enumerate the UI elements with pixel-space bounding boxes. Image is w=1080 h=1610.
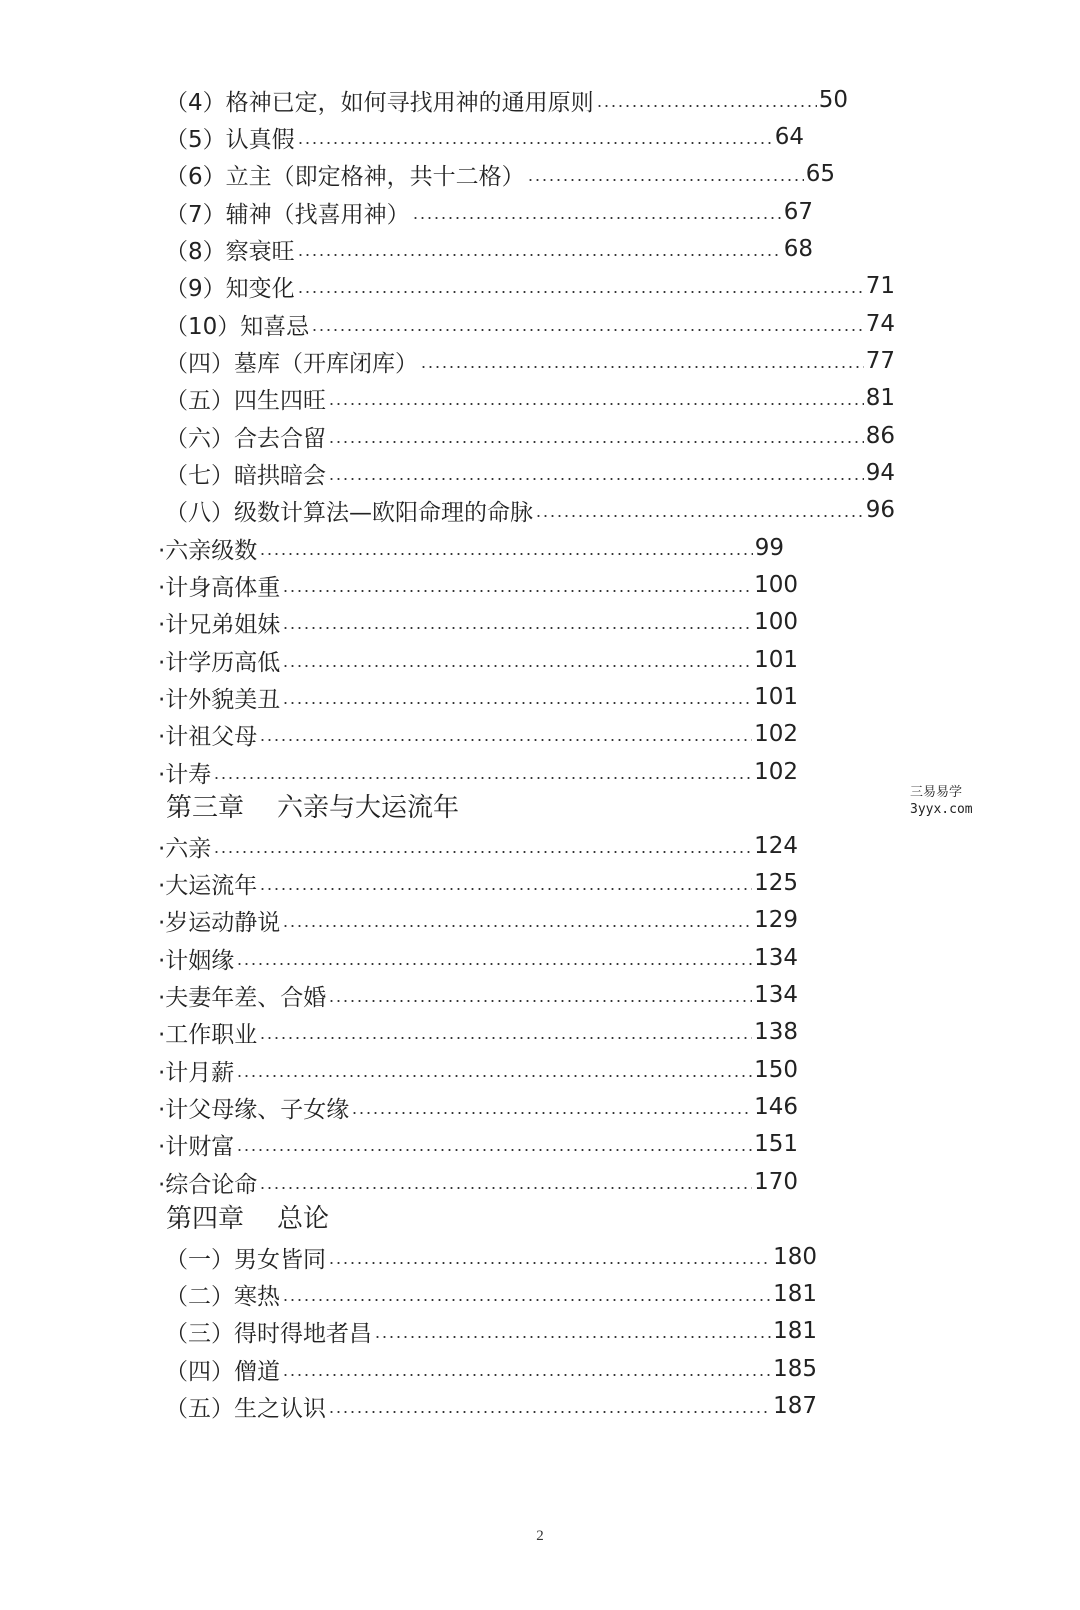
toc-entry-label: （五）生之认识: [165, 1395, 326, 1422]
toc-entry[interactable]: [165, 1238, 817, 1276]
toc-entry[interactable]: [165, 417, 895, 455]
toc-entry-label: ·计姻缘: [158, 947, 235, 974]
toc-entry[interactable]: [165, 81, 848, 119]
toc-entry-label: ·计月薪: [158, 1059, 235, 1086]
leader-dots: [282, 664, 752, 668]
toc-entry-page: 180: [773, 1244, 817, 1270]
toc-entry[interactable]: [158, 976, 798, 1014]
toc-entry-label: （六）合去合留: [165, 425, 326, 452]
toc-entry[interactable]: [158, 566, 798, 604]
toc-entry[interactable]: [158, 939, 798, 977]
toc-entry[interactable]: [165, 379, 895, 417]
toc-entry-label: （6）立主（即定格神，共十二格）: [165, 163, 525, 190]
toc-entry-page: 102: [754, 759, 798, 785]
leader-dots: [328, 477, 864, 481]
toc-entry-label: （8）察衰旺: [165, 238, 295, 265]
toc-entry-label: ·六亲: [158, 835, 212, 862]
leader-dots: [259, 887, 752, 891]
toc-entry-label: ·计祖父母: [158, 723, 258, 750]
watermark-line1: 三易易学: [910, 785, 963, 800]
toc-entry-label: ·工作职业: [158, 1021, 258, 1048]
toc-entry[interactable]: [165, 267, 895, 305]
toc-entry-page: 134: [754, 982, 798, 1008]
leader-dots: [282, 1373, 771, 1377]
toc-entry[interactable]: [165, 155, 835, 193]
toc-entry-page: 50: [818, 87, 848, 113]
toc-entry-label: ·大运流年: [158, 872, 258, 899]
chapter-heading[interactable]: 第三章 六亲与大运流年: [166, 793, 460, 823]
leader-dots: [297, 290, 864, 294]
toc-entry-page: 64: [774, 124, 804, 150]
toc-entry-label: （七）暗拱暗会: [165, 462, 326, 489]
toc-entry-label: （9）知变化: [165, 275, 295, 302]
toc-entry[interactable]: [158, 1051, 798, 1089]
leader-dots: [236, 1074, 752, 1078]
toc-entry-label: ·综合论命: [158, 1171, 258, 1198]
toc-entry-label: ·岁运动静说: [158, 909, 281, 936]
leader-dots: [282, 701, 752, 705]
toc-entry-label: （五）四生四旺: [165, 387, 326, 414]
toc-entry-label: ·夫妻年差、合婚: [158, 984, 327, 1011]
toc-entry[interactable]: [158, 641, 798, 679]
toc-entry-page: 77: [865, 348, 895, 374]
leader-dots: [282, 1298, 771, 1302]
toc-entry-page: 134: [754, 945, 798, 971]
toc-entry-label: （二）寒热: [165, 1283, 280, 1310]
leader-dots: [328, 999, 752, 1003]
leader-dots: [412, 216, 782, 220]
toc-entry-label: ·六亲级数: [158, 537, 258, 564]
toc-entry-page: 65: [805, 161, 835, 187]
toc-entry-label: （八）级数计算法—欧阳命理的命脉: [165, 499, 533, 526]
chapter-heading[interactable]: 第四章 总论: [166, 1204, 330, 1234]
toc-entry-page: 102: [754, 721, 798, 747]
toc-entry[interactable]: [165, 1275, 817, 1313]
toc-entry-page: 181: [773, 1281, 817, 1307]
toc-entry-page: 67: [783, 199, 813, 225]
toc-entry-label: ·计学历高低: [158, 649, 281, 676]
toc-entry-page: 138: [754, 1019, 798, 1045]
toc-entry-page: 81: [865, 385, 895, 411]
toc-entry-page: 150: [754, 1057, 798, 1083]
toc-entry-page: 86: [865, 423, 895, 449]
toc-entry[interactable]: [165, 193, 813, 231]
toc-entry[interactable]: [158, 864, 798, 902]
toc-entry[interactable]: [158, 827, 798, 865]
toc-entry-page: 71: [865, 273, 895, 299]
leader-dots: [213, 850, 752, 854]
toc-entry-page: 100: [754, 609, 798, 635]
toc-entry[interactable]: [158, 529, 784, 567]
leader-dots: [282, 626, 752, 630]
toc-entry-page: 187: [773, 1393, 817, 1419]
toc-entry-label: ·计寿: [158, 761, 212, 788]
leader-dots: [527, 178, 804, 182]
page-number: 2: [536, 1528, 544, 1544]
leader-dots: [328, 440, 864, 444]
toc-entry-page: 74: [865, 311, 895, 337]
toc-entry-page: 181: [773, 1318, 817, 1344]
watermark-line2: 3yyx.com: [910, 802, 973, 817]
toc-entry-label: （一）男女皆同: [165, 1246, 326, 1273]
toc-entry-label: ·计身高体重: [158, 574, 281, 601]
toc-entry-label: （10）知喜忌: [165, 313, 310, 340]
toc-entry[interactable]: [165, 1350, 817, 1388]
leader-dots: [259, 1036, 752, 1040]
toc-entry-label: （5）认真假: [165, 126, 295, 153]
watermark: [910, 784, 973, 818]
leader-dots: [236, 962, 752, 966]
leader-dots: [259, 1186, 752, 1190]
leader-dots: [297, 141, 773, 145]
toc-entry-page: 170: [754, 1169, 798, 1195]
toc-entry[interactable]: [165, 1312, 817, 1350]
toc-entry-page: 185: [773, 1356, 817, 1382]
toc-entry-label: ·计父母缘、子女缘: [158, 1096, 350, 1123]
leader-dots: [374, 1335, 771, 1339]
toc-entry-page: 151: [754, 1131, 798, 1157]
leader-dots: [535, 514, 864, 518]
toc-entry[interactable]: [165, 118, 804, 156]
toc-entry[interactable]: [158, 901, 798, 939]
toc-entry[interactable]: [158, 1163, 798, 1201]
toc-entry-page: 94: [865, 460, 895, 486]
toc-entry[interactable]: [165, 1387, 817, 1425]
toc-entry-page: 99: [754, 535, 784, 561]
leader-dots: [297, 253, 782, 257]
toc-entry[interactable]: [165, 491, 895, 529]
leader-dots: [328, 1410, 771, 1414]
leader-dots: [328, 402, 864, 406]
toc-entry-page: 146: [754, 1094, 798, 1120]
toc-entry-label: ·计兄弟姐妹: [158, 611, 281, 638]
toc-entry-label: ·计外貌美丑: [158, 686, 281, 713]
toc-entry[interactable]: [165, 342, 895, 380]
leader-dots: [213, 776, 752, 780]
toc-entry[interactable]: [165, 454, 895, 492]
toc-entry[interactable]: [165, 305, 895, 343]
toc-entry[interactable]: [158, 1013, 798, 1051]
leader-dots: [259, 738, 752, 742]
leader-dots: [282, 589, 752, 593]
toc-entry[interactable]: [158, 1125, 798, 1163]
toc-entry-label: （四）僧道: [165, 1358, 280, 1385]
leader-dots: [420, 365, 864, 369]
toc-entry-page: 101: [754, 647, 798, 673]
toc-entry-label: （四）墓库（开库闭库）: [165, 350, 418, 377]
toc-entry-page: 129: [754, 907, 798, 933]
toc-entry-page: 101: [754, 684, 798, 710]
toc-entry-label: （7）辅神（找喜用神）: [165, 201, 410, 228]
toc-entry-page: 124: [754, 833, 798, 859]
toc-entry-page: 100: [754, 572, 798, 598]
toc-entry[interactable]: [158, 753, 798, 791]
toc-entry-label: （三）得时得地者昌: [165, 1320, 372, 1347]
toc-entry[interactable]: [158, 678, 798, 716]
toc-entry-label: （4）格神已定，如何寻找用神的通用原则: [165, 89, 594, 116]
leader-dots: [351, 1111, 752, 1115]
leader-dots: [236, 1148, 752, 1152]
toc-entry-label: ·计财富: [158, 1133, 235, 1160]
leader-dots: [259, 552, 752, 556]
toc-entry-page: 68: [783, 236, 813, 262]
toc-entry[interactable]: [165, 230, 813, 268]
toc-entry-page: 96: [865, 497, 895, 523]
leader-dots: [311, 328, 863, 332]
toc-entry[interactable]: [158, 715, 798, 753]
toc-entry[interactable]: [158, 603, 798, 641]
leader-dots: [328, 1261, 771, 1265]
toc-entry-page: 125: [754, 870, 798, 896]
toc-entry[interactable]: [158, 1088, 798, 1126]
leader-dots: [282, 924, 752, 928]
leader-dots: [596, 104, 817, 108]
